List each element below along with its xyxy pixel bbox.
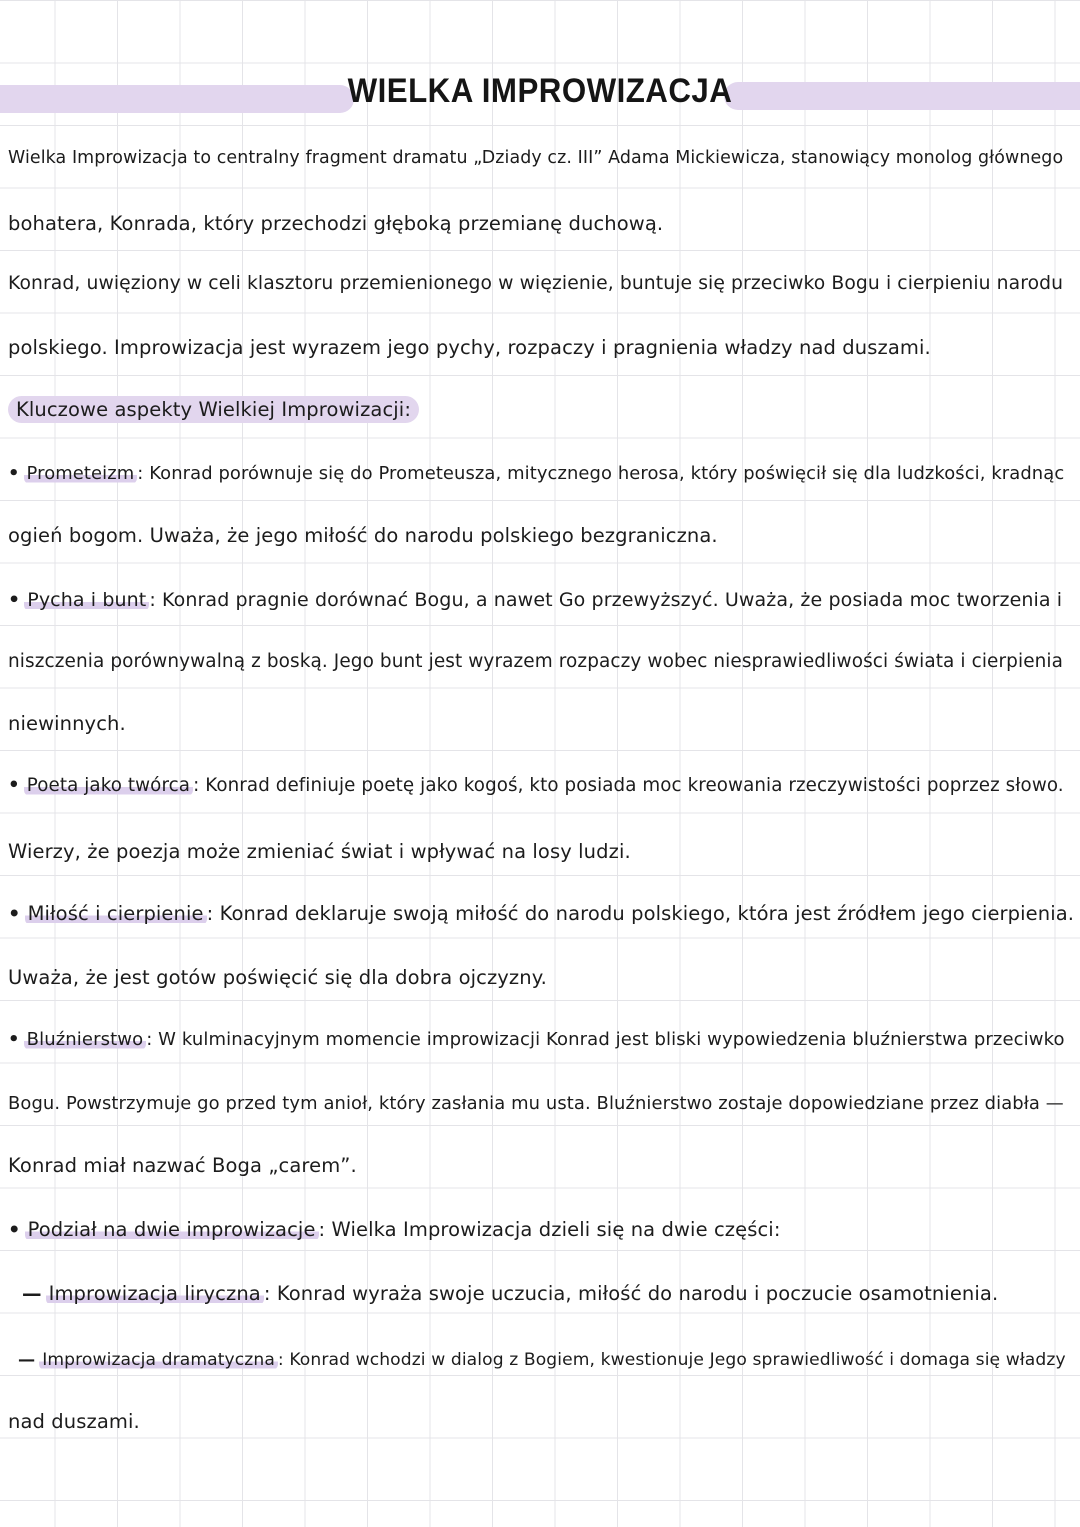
aspect-podzial (8, 1210, 1074, 1250)
aspect-text: : Konrad definiuje poetę jako kogoś, kto posiada moc kreowania rzeczywistości poprzez słowo. (193, 775, 1064, 796)
aspect-text: : Konrad pragnie dorównać Bogu, a nawet Go przewyższyć. Uważa, że posiada moc tworzenia i (149, 589, 1063, 611)
sub-dramatyczna-line-2: nad duszami. (8, 1410, 140, 1433)
dash-icon: — (22, 1282, 42, 1305)
bullet-icon: • (8, 1218, 21, 1241)
aspect-pycha (8, 580, 1074, 620)
sub-text: : Konrad wchodzi w dialog z Bogiem, kwestionuje Jego sprawiedliwość i domaga się władzy (277, 1350, 1066, 1370)
aspect-text: : Konrad deklaruje swoją miłość do narodu polskiego, która jest źródłem jego cierpienia. (206, 902, 1074, 925)
aspect-milosc-line-2: Uważa, że jest gotów poświęcić się dla dobra ojczyzny. (8, 966, 547, 989)
bullet-icon: • (8, 775, 20, 796)
section-heading: Kluczowe aspekty Wielkiej Improwizacji: (8, 396, 419, 423)
aspect-prometeizm-line-2: ogień bogom. Uważa, że jego miłość do narodu polskiego bezgraniczna. (8, 524, 718, 547)
aspect-milosc (8, 894, 1074, 934)
aspect-term: Pycha i bunt (24, 589, 149, 611)
aspect-text: : W kulminacyjnym momencie improwizacji Konrad jest bliski wypowiedzenia bluźnierstwa przeciwko (146, 1029, 1065, 1050)
aspect-term: Miłość i cierpienie (25, 902, 207, 925)
aspect-prometeizm (8, 454, 1074, 494)
aspect-term: Poeta jako twórca (24, 775, 193, 796)
intro-line-4: polskiego. Improwizacja jest wyrazem jego pychy, rozpaczy i pragnienia władzy nad duszami. (8, 336, 931, 359)
aspect-bluznierstwo-line-3: Konrad miał nazwać Boga „carem”. (8, 1154, 357, 1177)
aspect-pycha-line-2: niszczenia porównywalną z boską. Jego bunt jest wyrazem rozpaczy wobec niesprawiedliwości świata i cierpienia (8, 651, 1064, 672)
sub-dramatyczna (18, 1340, 1074, 1380)
dash-icon: — (18, 1350, 36, 1370)
aspect-bluznierstwo (8, 1020, 1074, 1060)
page-title: WIELKA IMPROWIZACJA (347, 72, 733, 110)
aspect-pycha-line-3: niewinnych. (8, 712, 126, 735)
aspect-text: : Konrad porównuje się do Prometeusza, mitycznego herosa, który poświęcił się dla ludzkości, kradnąc (137, 463, 1065, 484)
bullet-icon: • (8, 589, 21, 611)
aspect-poeta (8, 766, 1074, 806)
aspect-bluznierstwo-line-2: Bogu. Powstrzymuje go przed tym anioł, który zasłania mu usta. Bluźnierstwo zostaje dopowiedziane przez diabła — (8, 1093, 1064, 1114)
aspect-text: : Wielka Improwizacja dzieli się na dwie części: (318, 1218, 781, 1241)
intro-line-1: Wielka Improwizacja to centralny fragment dramatu „Dziady cz. III” Adama Mickiewicza, stanowiący monolog głównego (8, 148, 1064, 168)
aspect-poeta-line-2: Wierzy, że poezja może zmieniać świat i wpływać na losy ludzi. (8, 840, 631, 863)
aspect-term: Prometeizm (24, 463, 138, 484)
intro-line-3: Konrad, uwięziony w celi klasztoru przemienionego w więzienie, buntuje się przeciwko Bogu i cierpieniu narodu (8, 273, 1064, 294)
aspect-term: Bluźnierstwo (24, 1029, 147, 1050)
bullet-icon: • (8, 902, 21, 925)
sub-liryczna (22, 1274, 1074, 1314)
aspect-term: Podział na dwie improwizacje (25, 1218, 319, 1241)
bullet-icon: • (8, 463, 20, 484)
intro-line-2: bohatera, Konrada, który przechodzi głęboką przemianę duchową. (8, 212, 664, 235)
sub-text: : Konrad wyraża swoje uczucia, miłość do narodu i poczucie osamotnienia. (263, 1282, 999, 1305)
section-heading-row (8, 390, 1074, 430)
sub-term: Improwizacja liryczna (46, 1282, 264, 1305)
sub-term: Improwizacja dramatyczna (39, 1350, 278, 1370)
bullet-icon: • (8, 1029, 20, 1050)
